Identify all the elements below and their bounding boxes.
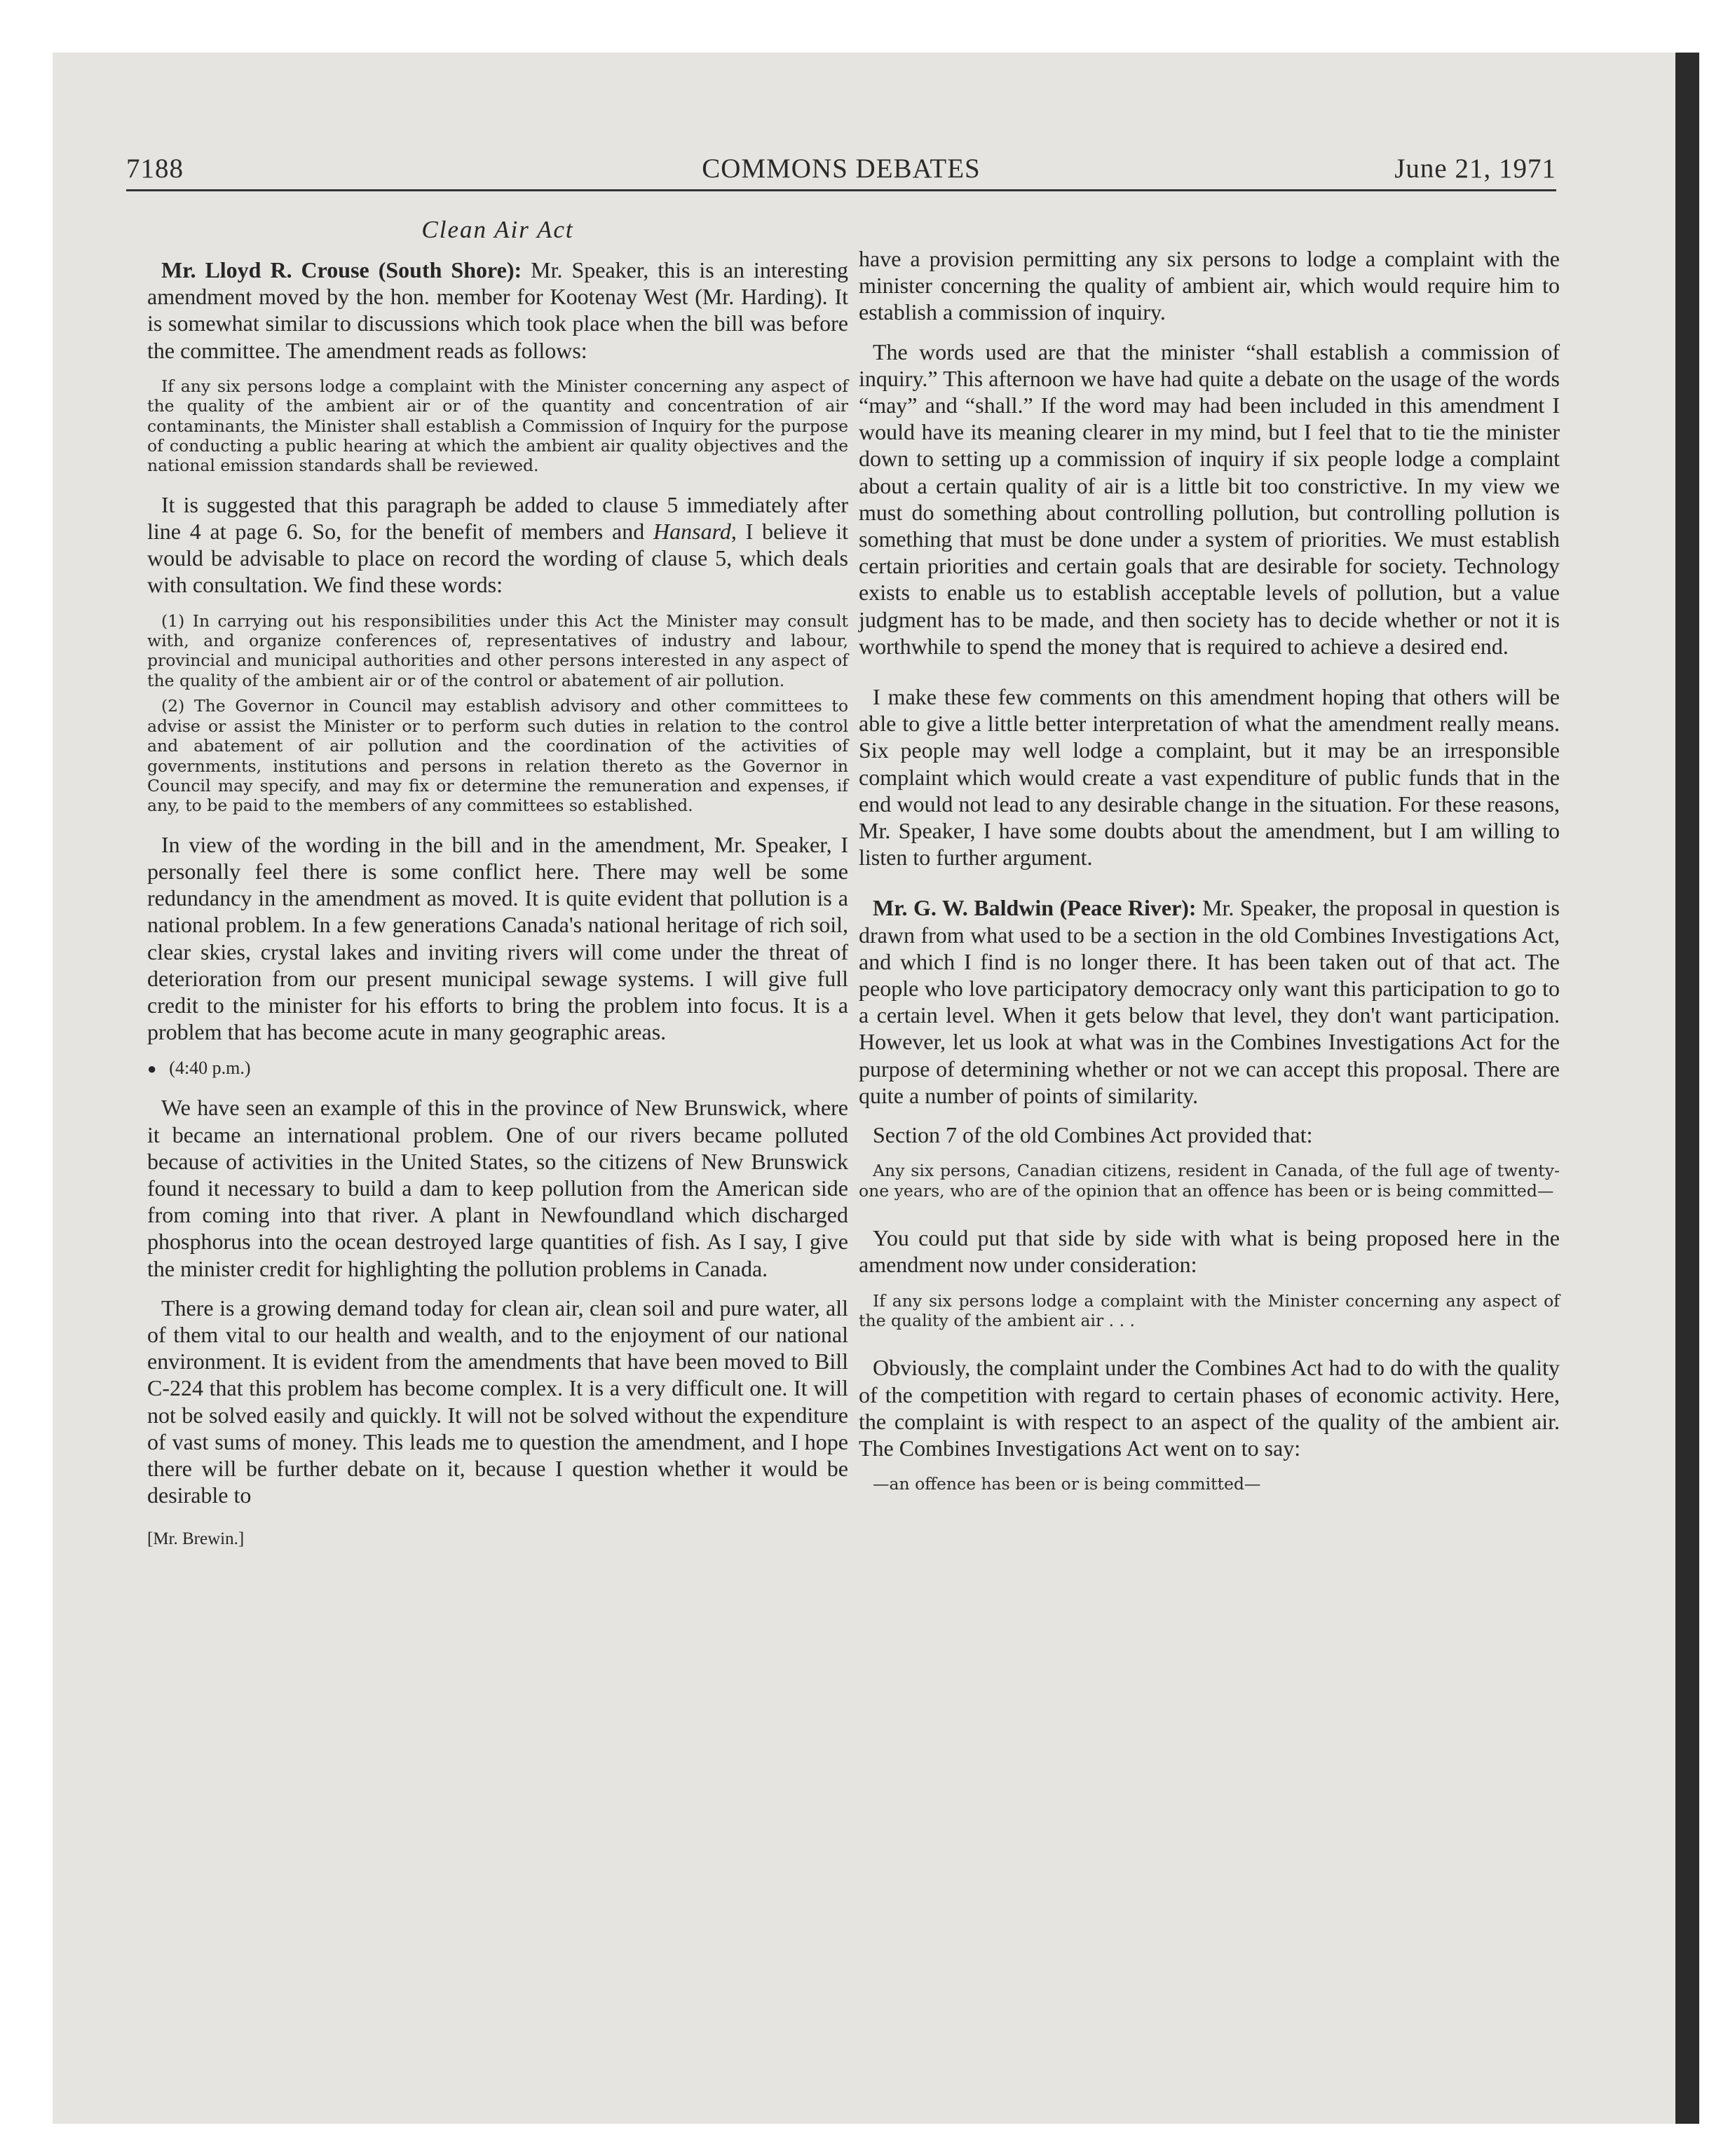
paragraph: have a provision permitting any six persons to lodge a complaint with the minister concerning the quality of ambient air, which would require him to establish a commission of inquiry. xyxy=(859,246,1560,325)
paragraph-text: Mr. Speaker, this is an interesting amendment moved by the hon. member for Kootenay West (Mr. Harding). It is somewhat similar to discussions which took place when the bill was before the committee. The amendment reads as follows: xyxy=(147,257,849,363)
paragraph: In view of the wording in the bill and in the amendment, Mr. Speaker, I personally feel there is some conflict here. There may well be some redundancy in the amendment as moved. It is quite evident that pollution is a national problem. In a few generations Canada's national heritage of rich soil, clear skies, crystal lakes and inviting rivers will come under the threat of deterioration from our present municipal sewage systems. I will give full credit to the minister for his efforts to bring the problem into focus. It is a problem that has become acute in many geographic areas. xyxy=(147,831,848,1045)
quoted-offence: —an offence has been or is being committed— xyxy=(873,1474,1261,1494)
right-column xyxy=(859,216,1560,1510)
hansard-italic: Hansard xyxy=(653,519,731,545)
quoted-amendment-excerpt: If any six persons lodge a complaint with the Minister concerning any aspect of the quality of the ambient air . . . xyxy=(859,1290,1560,1330)
bullet-icon: ● xyxy=(147,1060,157,1078)
paragraph-text: Mr. Speaker, the proposal in question is drawn from what used to be a section in the old Combines Investigations Act, and which I find is no longer there. It has been taken out of that act. The people who love participatory democracy only want this participation to go to a certain level. When it gets below that level, they don't want participation. However, let us look at what was in the Combines Investigations Act for the purpose of determining whether or not we can accept this proposal. There are quite a number of points of similarity. xyxy=(859,895,1560,1108)
time-stamp xyxy=(147,1058,848,1079)
quoted-clause-2: (2) The Governor in Council may establish advisory and other committees to advise or assist the Minister or to perform such duties in relation to the control and abatement of air pollution and the coordination of the activities of governments, institutions and persons in relation thereto as the Governor in Council may specify, and may fix or determine the remuneration and expenses, if any, to be paid to the members of any committees so established. xyxy=(147,696,848,816)
paragraph-text: , I believe it would be advisable to place on record the wording of clause 5, which deals with consultation. We find these words: xyxy=(147,519,849,598)
paragraph: You could put that side by side with what is being proposed here in the amendment now under consideration: xyxy=(859,1225,1560,1278)
paragraph: I make these few comments on this amendment hoping that others will be able to give a little better interpretation of what the amendment really means. Six people may well lodge a complaint, but it may be an irresponsible complaint which would create a vast expenditure of public funds that in the end would not lead to any desirable change in the situation. For these reasons, Mr. Speaker, I have some doubts about the amendment, but I am willing to listen to further argument. xyxy=(859,684,1560,871)
speaker-name: Mr. G. W. Baldwin (Peace River): xyxy=(873,895,1197,921)
left-column xyxy=(147,216,848,1549)
scan-edge-shadow xyxy=(1675,53,1699,2124)
quoted-clause-1: (1) In carrying out his responsibilities under this Act the Minister may consult with, and organize conferences of, representatives of industry and labour, provincial and municipal authorities and other persons interested in any aspect of the quality of the ambient air or of the control or abatement of air pollution. xyxy=(147,610,848,690)
page-number: 7188 xyxy=(126,153,184,184)
paragraph-text: It is suggested that this paragraph be added to clause 5 immediately after line 4 at page 6. So, for the benefit of members and xyxy=(147,491,848,545)
time-text: (4:40 p.m.) xyxy=(169,1058,251,1079)
paragraph: We have seen an example of this in the province of New Brunswick, where it became an international problem. One of our rivers became polluted because of activities in the United States, so the citizens of New Brunswick found it necessary to build a dam to keep pollution from the American side from coming into that river. A plant in Newfoundland which discharged phosphorus into the ocean destroyed large quantities of fish. As I say, I give the minister credit for highlighting the pollution problems in Canada. xyxy=(147,1095,848,1281)
paragraph xyxy=(147,257,848,364)
paragraph: Section 7 of the old Combines Act provided that: xyxy=(873,1122,1313,1148)
page-header xyxy=(126,153,1556,191)
paragraph xyxy=(859,894,1560,1109)
publication-date: June 21, 1971 xyxy=(1394,153,1556,184)
paragraph: There is a growing demand today for clean air, clean soil and pure water, all of them vital to our health and wealth, and to the enjoyment of our national environment. It is evident from the amendments that have been moved to Bill C-224 that this problem has become complex. It is a very difficult one. It will not be solved easily and quickly. It will not be solved without the expenditure of vast sums of money. This leads me to question the amendment, and I hope there will be further debate on it, because I question whether it would be desirable to xyxy=(147,1295,848,1508)
paragraph: The words used are that the minister “shall establish a commission of inquiry.” This afternoon we have had quite a debate on the usage of the words “may” and “shall.” If the word may had been included in this amendment I would have its meaning clearer in my mind, but I feel that to tie the minister down to setting up a commission of inquiry if six people lodge a complaint about a certain quality of air is a little bit too constrictive. In my view we must do something about controlling pollution, but controlling pollution is something that must be done under a system of priorities. We must establish certain priorities and certain goals that are desirable for society. Technology exists to enable us to establish acceptable levels of pollution, but a value judgment has to be made, and then society has to decide whether or not it is worthwhile to spend the money that is required to achieve a desired end. xyxy=(859,339,1560,659)
paragraph xyxy=(147,491,848,599)
speaker-name: Mr. Lloyd R. Crouse (South Shore): xyxy=(161,257,522,282)
quoted-combines-act: Any six persons, Canadian citizens, resident in Canada, of the full age of twenty-one years, who are of the opinion that an offence has been or is being committed— xyxy=(859,1161,1560,1201)
quoted-amendment: If any six persons lodge a complaint with the Minister concerning any aspect of the quality of the ambient air or of the quantity and concentration of air contaminants, the Minister shall establish a Commission of Inquiry for the purpose of conducting a public hearing at which the ambient air quality objectives and the national emission standards shall be reviewed. xyxy=(147,376,848,476)
page-footer-note: [Mr. Brewin.] xyxy=(147,1529,245,1549)
paragraph: Obviously, the complaint under the Combines Act had to do with the quality of the competition with regard to certain phases of economic activity. Here, the complaint is with respect to an aspect of the quality of the ambient air. The Combines Investigations Act went on to say: xyxy=(859,1355,1560,1461)
section-title: Clean Air Act xyxy=(421,216,574,243)
publication-title: COMMONS DEBATES xyxy=(702,153,981,184)
